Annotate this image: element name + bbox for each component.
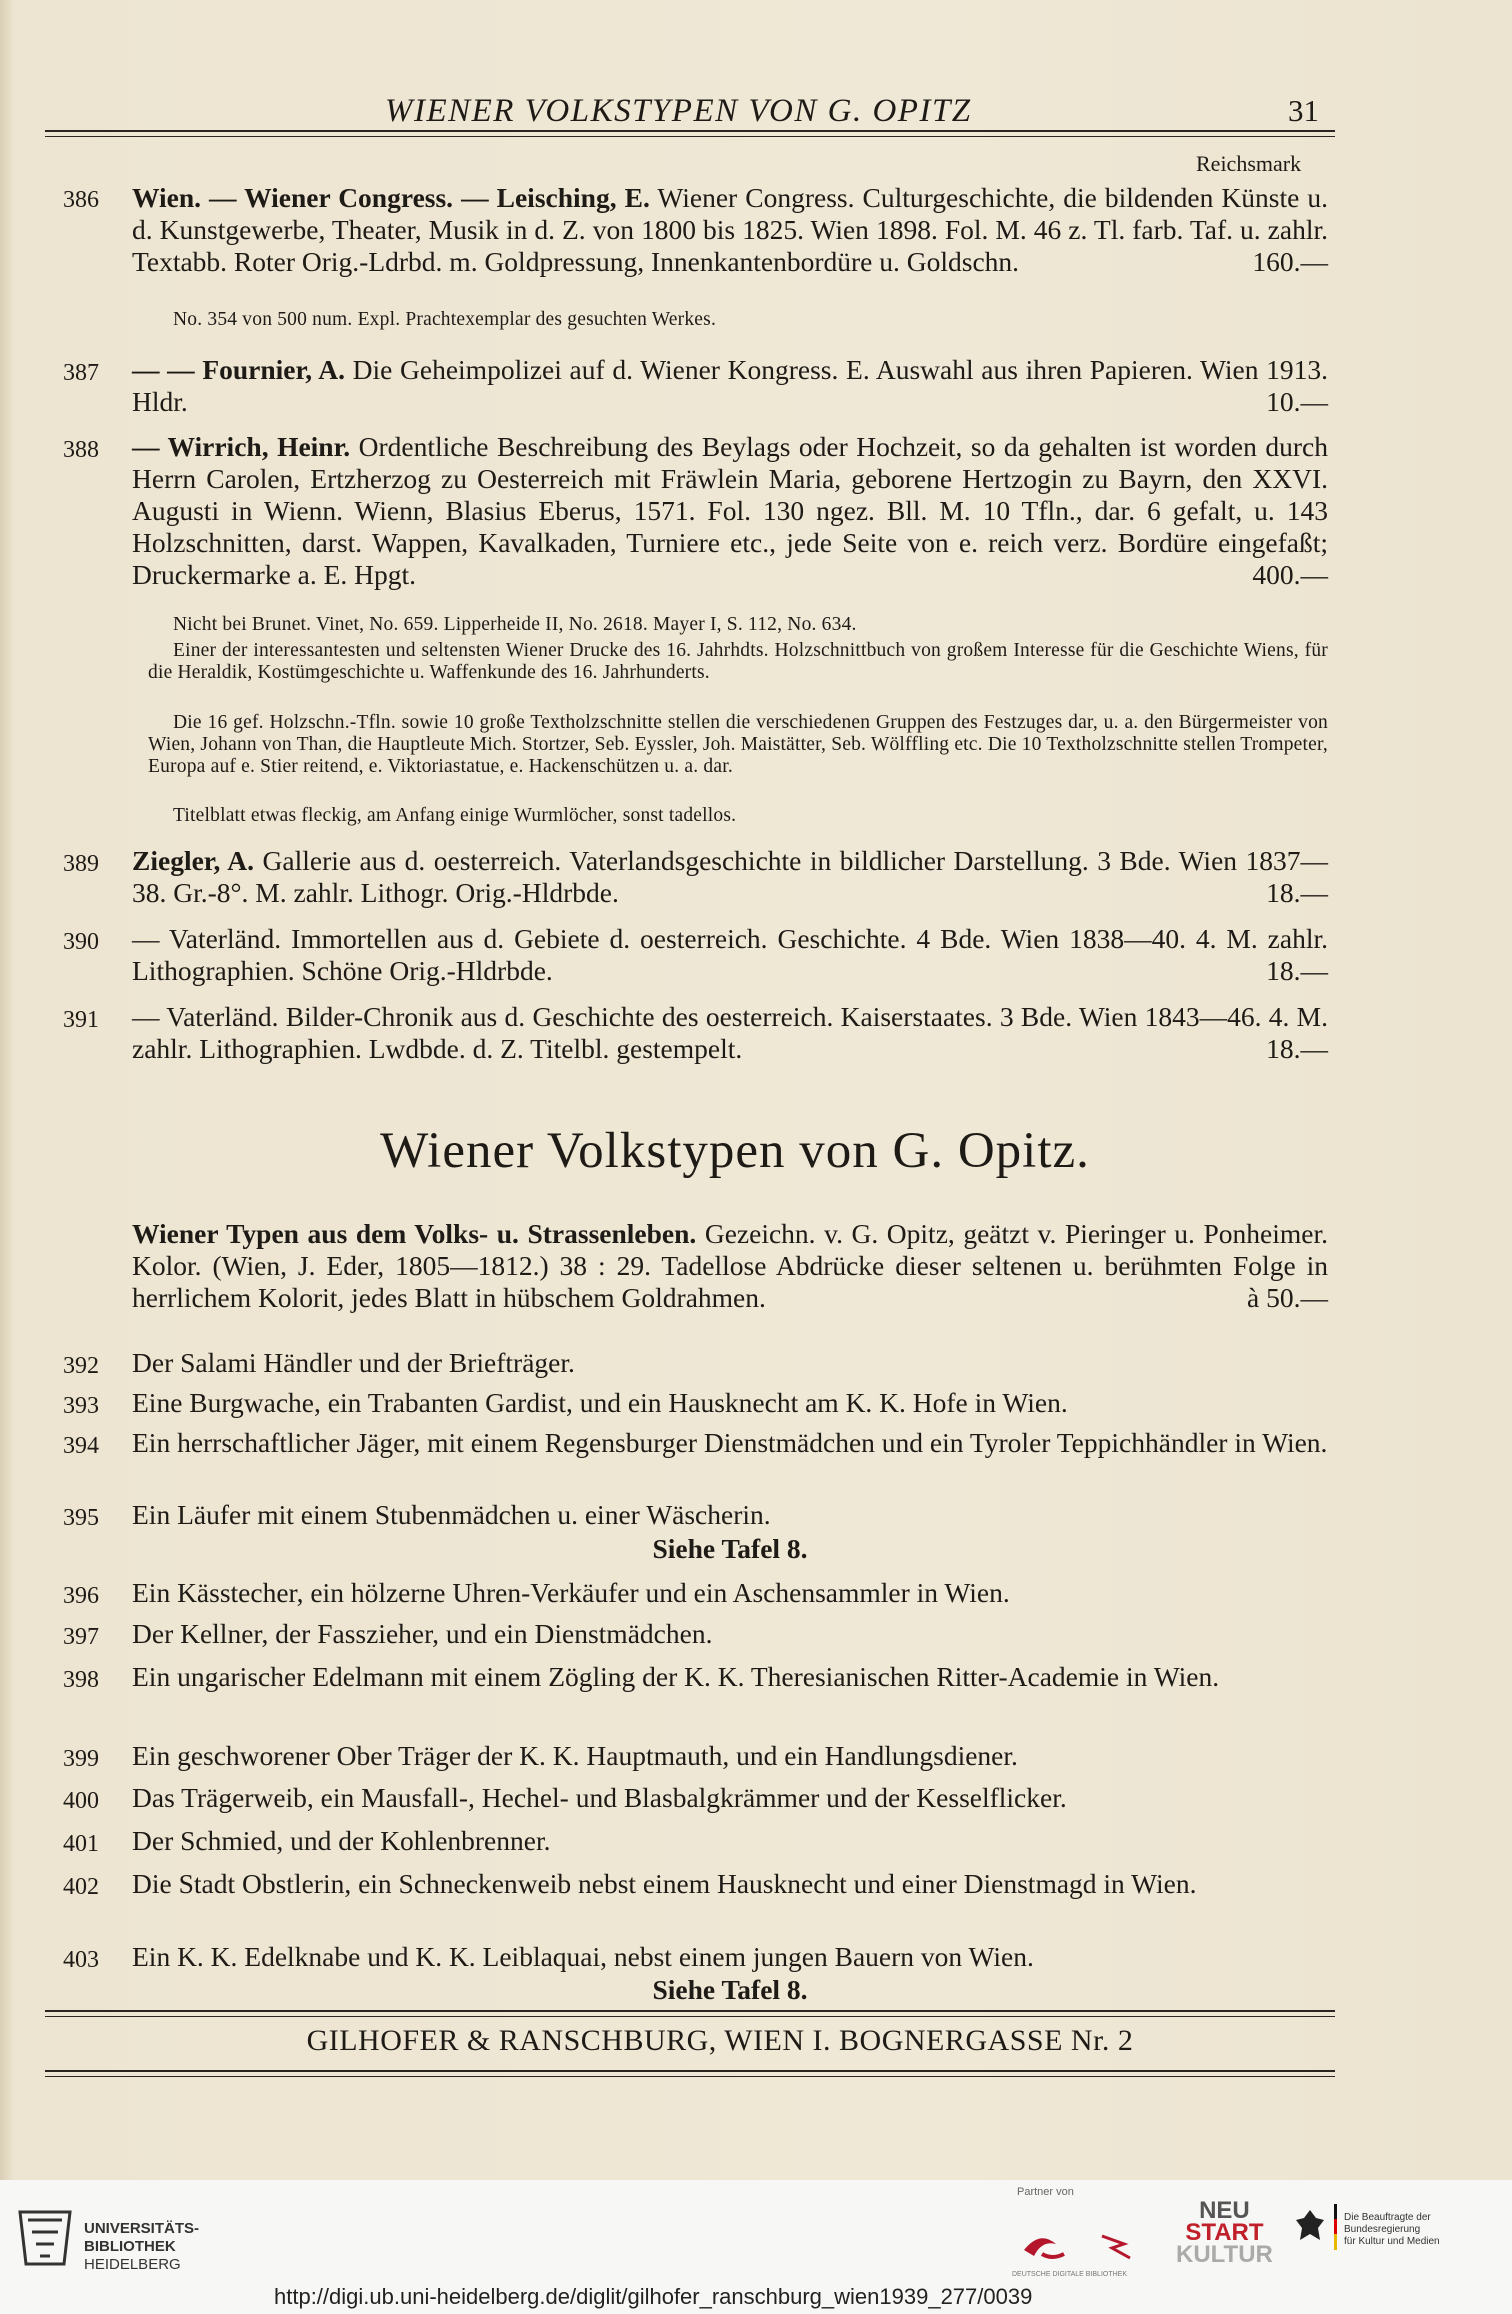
plate-entry: Ein geschworener Ober Träger der K. K. Hauptmauth, und ein Handlungsdiener. [132, 1740, 1018, 1771]
partner-label: Partner von [1017, 2186, 1074, 2198]
page-number: 31 [1288, 93, 1319, 128]
intro-description: Gezeichn. v. G. Opitz, geätzt v. Pieringer u. Ponheimer. Kolor. (Wien, J. Eder, 1805—1812.) 38 : 29. Tadellose Abdrücke dieser seltenen u. berühmten Folge in herrlichem Kolorit, jedes Blatt in hübschem Goldrahmen. [132, 1218, 1328, 1313]
plate-reference: Siehe Tafel 8. [652, 1974, 808, 2005]
intro-price: à 50.— [1247, 1282, 1328, 1313]
federal-eagle-icon [1290, 2206, 1330, 2246]
entry-note: Einer der interessantesten und seltensten Wiener Drucke des 16. Jahrhdts. Holzschnittbuch von großem Interesse für die Geschichte Wiens, für die Heraldik, Kostümgeschichte u. Waffenkunde des 16. Jahrhunderts. [148, 640, 1328, 683]
plate-entry: Eine Burgwache, ein Trabanten Gardist, und ein Hausknecht am K. K. Hofe in Wien. [132, 1387, 1068, 1418]
entry-price: 18.— [1266, 877, 1328, 908]
entry-price: 400.— [1252, 559, 1328, 590]
entry-description: Wiener Congress. Culturgeschichte, die bildenden Künste u. d. Kunstgewerbe, Theater, Musik in d. Z. von 1800 bis 1825. Wien 1898. Fol. M. 46 z. Tl. farb. Taf. u. zahlr. Textabb. Roter Orig.-Ldrbd. m. Goldpressung, Innenkantenbordüre u. Goldschn. [132, 182, 1328, 277]
entry-author: Wien. — Wiener Congress. — Leisching, E. [132, 182, 650, 213]
entry-description: — Vaterländ. Bilder-Chronik aus d. Geschichte des oesterreich. Kaiserstaates. 3 Bde. Wien 1843—46. 4. M. zahlr. Lithographien. Lwdbde. d. Z. Titelbl. gestempelt. [132, 1001, 1328, 1064]
entry-description: — Vaterländ. Immortellen aus d. Gebiete d. oesterreich. Geschichte. 4 Bde. Wien 1838—40. 4. M. zahlr. Lithographien. Schöne Orig.-Hldrbde. [132, 923, 1328, 986]
viewer-footer-bar [0, 2180, 1512, 2314]
federal-logo[interactable] [1290, 2206, 1330, 2251]
plate-number: 395 [63, 1505, 99, 1531]
catalog-entry [132, 1001, 1328, 1065]
university-name [84, 2220, 199, 2274]
intro-title: Wiener Typen aus dem Volks- u. Strassenleben. [132, 1218, 697, 1249]
plate-entry: Ein ungarischer Edelmann mit einem Zögling der K. K. Theresianischen Ritter-Academie in Wien. [132, 1661, 1220, 1692]
plate-number: 399 [63, 1746, 99, 1772]
uni-line: BIBLIOTHEK [84, 2238, 176, 2255]
neustart-line: NEU [1199, 2197, 1250, 2224]
entry-note: Die 16 gef. Holzschn.-Tfln. sowie 10 große Textholzschnitte stellen die verschiedenen Gruppen des Festzuges dar, u. a. den Bürgermeister von Wien, Johann von Than, die Hauptleute Mich. Stortzer, Seb. Eyssler, Joh. Maistätter, Seb. Wölffling etc. Die 10 Textholzschnitte stellen Trompeter, Europa auf e. Stier reitend, e. Viktoriastatue, e. Hackenschützen u. a. dar. [148, 712, 1328, 777]
neustart-kultur-logo[interactable] [1176, 2197, 1273, 2268]
entry-number: 389 [63, 851, 99, 877]
plate-number: 403 [63, 1947, 99, 1973]
bund-line: Die Beauftragte der Bundesregierung [1344, 2212, 1431, 2235]
entry-number: 387 [63, 360, 99, 386]
dkb-bird-icon [1012, 2210, 1152, 2280]
currency-label: Reichsmark [1196, 151, 1302, 176]
plate-number: 392 [63, 1353, 99, 1379]
plate-number: 397 [63, 1624, 99, 1650]
section-heading: Wiener Volkstypen von G. Opitz. [380, 1123, 1090, 1179]
plate-entry: Der Salami Händler und der Briefträger. [132, 1347, 575, 1378]
dkb-logo[interactable] [1012, 2210, 1152, 2285]
plate-reference: Siehe Tafel 8. [652, 1533, 808, 1564]
neustart-line: KULTUR [1176, 2241, 1273, 2268]
entry-author: — — Fournier, A. [132, 354, 345, 385]
catalog-entry [132, 354, 1328, 418]
uni-line: HEIDELBERG [84, 2256, 181, 2273]
entry-description: Ordentliche Beschreibung des Beylags oder Hochzeit, so da gehalten ist worden durch Herrn Carolen, Ertzherzog zu Oesterreich mit Fräwlein Maria, geborene Hertzogin zu Bayrn, den XXVI. Augusti in Wienn. Wienn, Blasius Eberus, 1571. Fol. 130 ngez. Bll. M. 10 Tfln., dar. 6 gefalt, u. 143 Holzschnitten, darst. Wappen, Kavalkaden, Turniere etc., jede Seite von e. reich verz. Bordüre eingefaßt; Druckermarke a. E. Hpgt. [132, 431, 1328, 590]
neustart-line: START [1185, 2219, 1264, 2246]
plate-number: 393 [63, 1393, 99, 1419]
permalink-url[interactable]: http://digi.ub.uni-heidelberg.de/diglit/gilhofer_ranschburg_wien1939_277/0039 [274, 2284, 1033, 2309]
university-logo[interactable] [16, 2208, 74, 2273]
bund-line: für Kultur und Medien [1344, 2236, 1440, 2247]
footer-rule-bottom [45, 2070, 1335, 2077]
plate-entry: Ein herrschaftlicher Jäger, mit einem Regensburger Dienstmädchen und ein Tyroler Teppichhändler in Wien. [132, 1427, 1328, 1458]
catalog-entry [132, 431, 1328, 591]
entry-number: 391 [63, 1007, 99, 1033]
plate-number: 398 [63, 1667, 99, 1693]
entry-note: Titelblatt etwas fleckig, am Anfang einige Wurmlöcher, sonst tadellos. [173, 805, 737, 826]
plate-number: 401 [63, 1831, 99, 1857]
entry-price: 18.— [1266, 955, 1328, 986]
publisher-imprint: GILHOFER & RANSCHBURG, WIEN I. BOGNERGASSE Nr. 2 [306, 2024, 1134, 2057]
plate-entry: Das Trägerweib, ein Mausfall-, Hechel- und Blasbalgkrämmer und der Kesselflicker. [132, 1782, 1067, 1813]
entry-author: Ziegler, A. [132, 845, 255, 876]
uni-line: UNIVERSITÄTS- [84, 2220, 200, 2237]
catalog-entry [132, 182, 1328, 278]
plate-entry: Ein Kässtecher, ein hölzerne Uhren-Verkäufer und ein Aschensammler in Wien. [132, 1577, 1010, 1608]
plate-entry: Der Kellner, der Fasszieher, und ein Dienstmädchen. [132, 1618, 713, 1649]
entry-price: 160.— [1252, 246, 1328, 277]
entry-description: Gallerie aus d. oesterreich. Vaterlandsgeschichte in bildlicher Darstellung. 3 Bde. Wien 1837—38. Gr.-8°. M. zahlr. Lithogr. Orig.-Hldrbde. [132, 845, 1329, 908]
running-title: WIENER VOLKSTYPEN VON G. OPITZ [385, 93, 972, 129]
entry-number: 386 [63, 187, 99, 213]
entry-number: 388 [63, 437, 99, 463]
entry-description: Die Geheimpolizei auf d. Wiener Kongress. E. Auswahl aus ihren Papieren. Wien 1913. Hldr. [132, 354, 1329, 417]
plate-number: 400 [63, 1788, 99, 1814]
plate-entry: Der Schmied, und der Kohlenbrenner. [132, 1825, 551, 1856]
library-emblem-icon [16, 2208, 74, 2268]
plate-number: 394 [63, 1433, 99, 1459]
federal-commissioner [1344, 2212, 1494, 2248]
entry-note: No. 354 von 500 num. Expl. Prachtexemplar des gesuchten Werkes. [173, 309, 717, 330]
flag-stripe-icon [1334, 2204, 1337, 2250]
footer-rule [45, 2010, 1335, 2017]
catalog-entry [132, 923, 1328, 987]
header-rule [45, 130, 1335, 137]
entry-note: Nicht bei Brunet. Vinet, No. 659. Lipperheide II, No. 2618. Mayer I, S. 112, No. 634. [173, 614, 857, 635]
entry-author: — Wirrich, Heinr. [132, 431, 351, 462]
catalog-entry [132, 845, 1328, 909]
plate-entry: Ein Läufer mit einem Stubenmädchen u. einer Wäscherin. [132, 1499, 771, 1530]
plate-entry: Ein K. K. Edelknabe und K. K. Leiblaquai, nebst einem jungen Bauern von Wien. [132, 1941, 1034, 1972]
svg-text:DEUTSCHE DIGITALE BIBLIOTHEK: DEUTSCHE DIGITALE BIBLIOTHEK [1012, 2271, 1128, 2278]
plate-entry: Die Stadt Obstlerin, ein Schneckenweib nebst einem Hausknecht und einer Dienstmagd in Wien. [132, 1868, 1197, 1899]
section-intro [132, 1218, 1328, 1314]
plate-number: 396 [63, 1583, 99, 1609]
plate-number: 402 [63, 1874, 99, 1900]
entry-price: 10.— [1266, 386, 1328, 417]
entry-price: 18.— [1266, 1033, 1328, 1064]
entry-number: 390 [63, 929, 99, 955]
